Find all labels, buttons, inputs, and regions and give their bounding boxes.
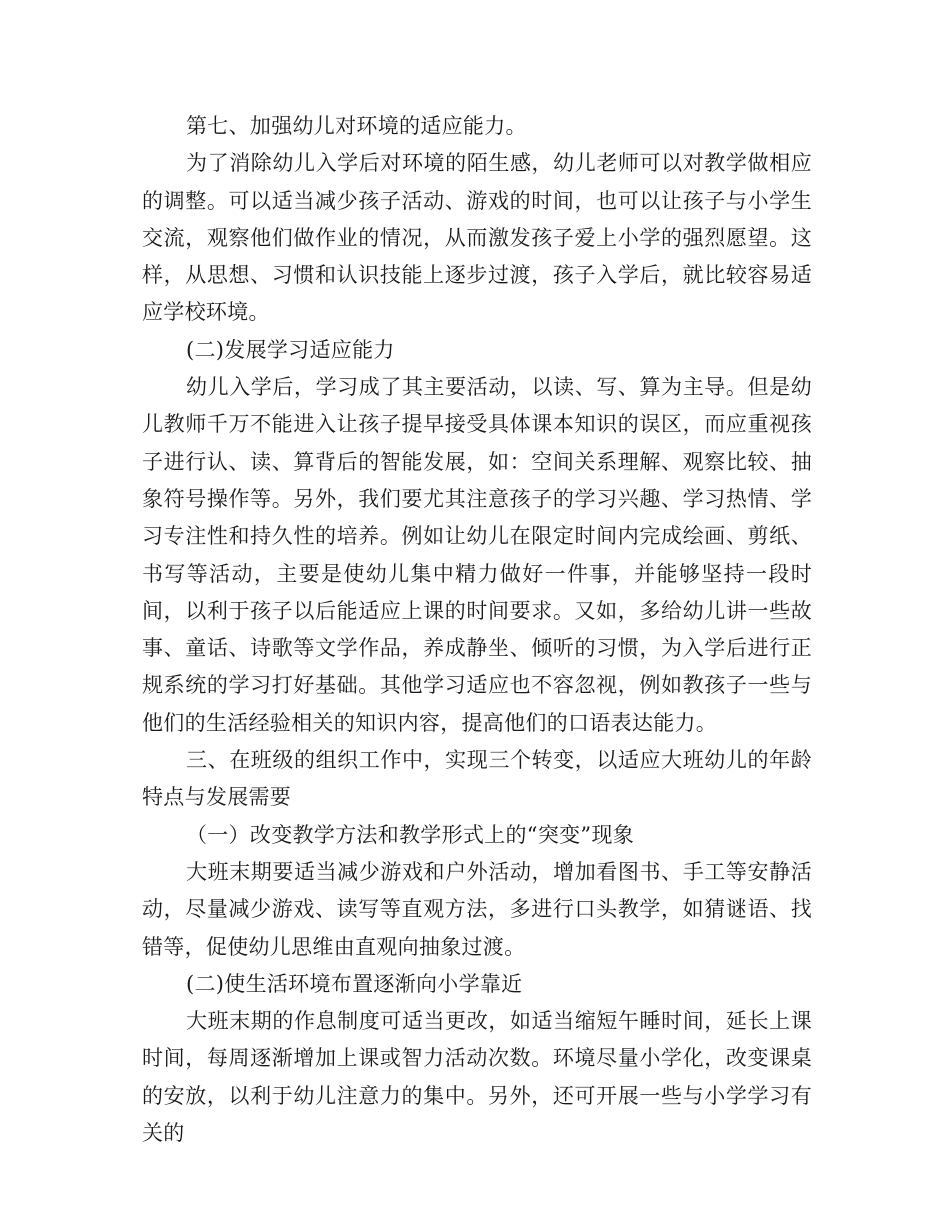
- section-heading-three-transitions: 三、在班级的组织工作中，实现三个转变，以适应大班幼儿的年龄特点与发展需要: [142, 748, 812, 810]
- body-paragraph: 为了消除幼儿入学后对环境的陌生感，幼儿老师可以对教学做相应的调整。可以适当减少孩子活动、游戏的时间，也可以让孩子与小学生交流，观察他们做作业的情况，从而激发孩子爱上小学的强烈愿望。这样，从思想、习惯和认识技能上逐步过渡，孩子入学后，就比较容易适应学校环境。: [142, 151, 812, 325]
- body-paragraph: 幼儿入学后，学习成了其主要活动，以读、写、算为主导。但是幼儿教师千万不能进入让孩子提早接受具体课本知识的误区，而应重视孩子进行认、读、算背后的智能发展，如：空间关系理解、观察比较、抽象符号操作等。另外，我们要尤其注意孩子的学习兴趣、学习热情、学习专注性和持久性的培养。例如让幼儿在限定时间内完成绘画、剪纸、书写等活动，主要是使幼儿集中精力做好一件事，并能够坚持一段时间，以利于孩子以后能适应上课的时间要求。又如，多给幼儿讲一些故事、童话、诗歌等文学作品，养成静坐、倾听的习惯，为入学后进行正规系统的学习打好基础。其他学习适应也不容忽视，例如教孩子一些与他们的生活经验相关的知识内容，提高他们的口语表达能力。: [142, 375, 812, 735]
- body-paragraph: 大班末期要适当减少游戏和户外活动，增加看图书、手工等安静活动，尽量减少游戏、读写等直观方法，多进行口头教学，如猜谜语、找错等，促使幼儿思维由直观向抽象过渡。: [142, 859, 812, 959]
- body-paragraph: 大班末期的作息制度可适当更改，如适当缩短午睡时间，延长上课时间，每周逐渐增加上课或智力活动次数。环境尽量小学化，改变课桌的安放，以利于幼儿注意力的集中。另外，还可开展一些与小学学习有关的: [142, 1009, 812, 1146]
- document-page: [142, 108, 812, 1152]
- subsection-heading-teaching-methods: （一）改变教学方法和教学形式上的“突变”现象: [186, 822, 635, 847]
- subsection-heading-environment: (二)使生活环境布置逐渐向小学靠近: [186, 971, 523, 996]
- section-heading-7: 第七、加强幼儿对环境的适应能力。: [186, 114, 527, 138]
- section-heading-learning-adaptation: (二)发展学习适应能力: [186, 337, 395, 362]
